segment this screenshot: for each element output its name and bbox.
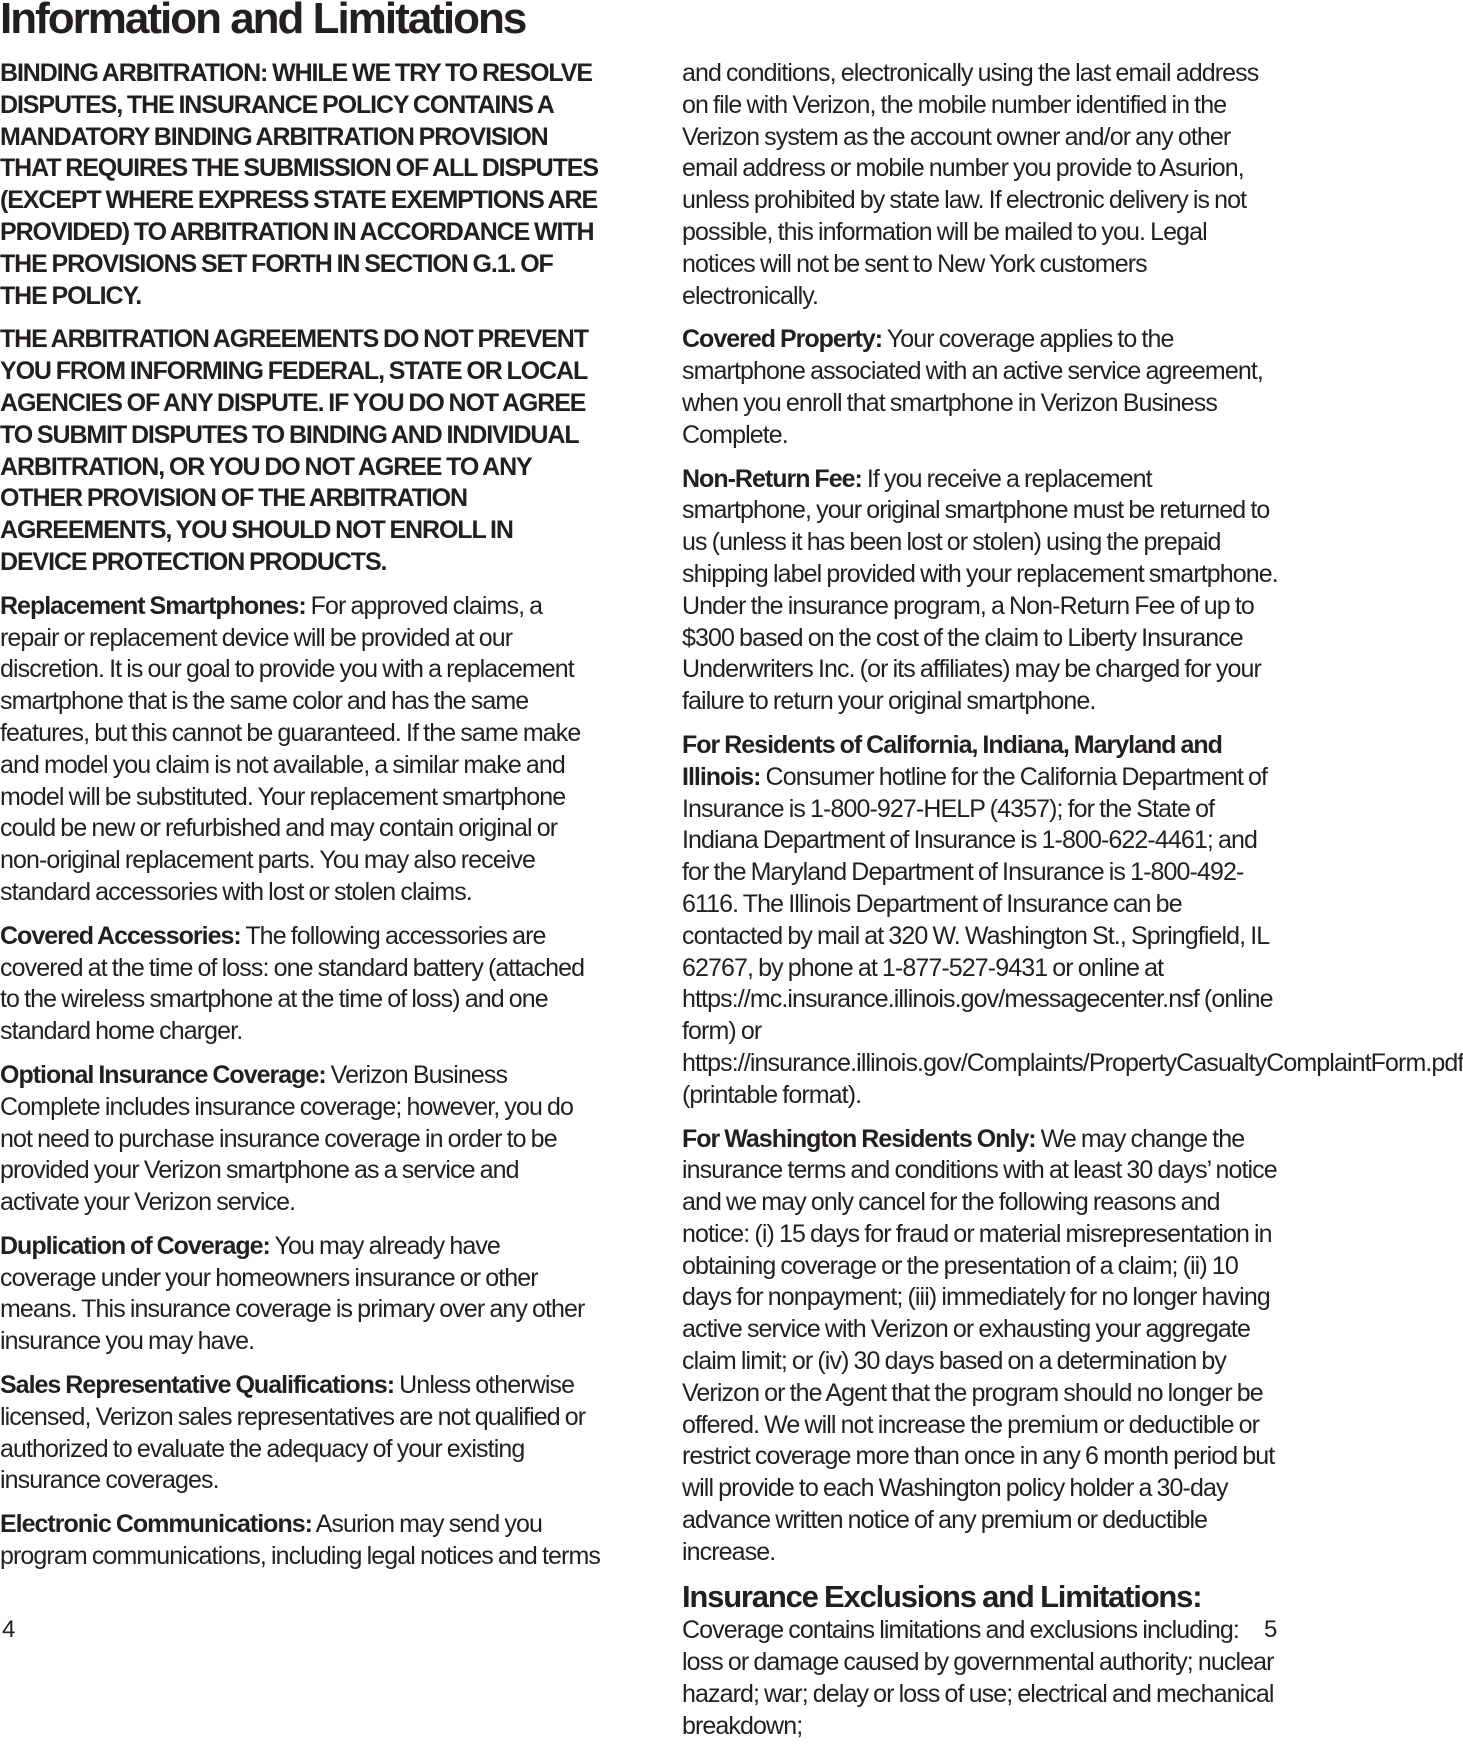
replacement-smartphones-heading: Replacement Smartphones: [0,591,306,620]
optional-insurance-text: Verizon Business Complete includes insurance coverage; however, you do not need to purchase insurance coverage in order to be provided your Verizon smartphone as a service and activate your Verizon service. [0,1060,574,1217]
optional-insurance-paragraph [0,1060,600,1219]
non-return-fee-heading: Non-Return Fee: [682,464,862,493]
replacement-smartphones-text: For approved claims, a repair or replacement device will be provided at our discretion. It is our goal to provide you with a replacement smartphone that is the same color and has the same features, but this cannot be guaranteed. If the same make and model you claim is not available, a similar make and model will be substituted. Your replacement smartphone could be new or refurbished and may contain original or non-original replacement parts. You may also receive standard accessories with lost or stolen claims. [0,591,581,906]
washington-residents-paragraph [682,1124,1282,1569]
right-column [682,58,1463,1755]
covered-accessories-heading: Covered Accessories: [0,921,241,950]
insurance-exclusions-paragraph [682,1578,1282,1743]
covered-property-paragraph [682,324,1282,451]
binding-arbitration-paragraph: BINDING ARBITRATION: WHILE WE TRY TO RESOLVE DISPUTES, THE INSURANCE POLICY CONTAINS A MANDATORY BINDING ARBITRATION PROVISION THAT REQUIRES THE SUBMISSION OF ALL DISPUTES (EXCEPT WHERE EXPRESS STATE EXEMPTIONS ARE PROVIDED) TO ARBITRATION IN ACCORDANCE WITH THE PROVISIONS SET FORTH IN SECTION G.1. OF THE POLICY. [0,59,598,310]
duplication-of-coverage-heading: Duplication of Coverage: [0,1231,270,1260]
covered-accessories-paragraph [0,921,600,1048]
optional-insurance-heading: Optional Insurance Coverage: [0,1060,326,1089]
electronic-communications-continued: and conditions, electronically using the last email address on file with Verizon, the mobile number identified in the Verizon system as the account owner and/or any other email address or mobile number you provide to Asurion, unless prohibited by state law. If electronic delivery is not possible, this information will be mailed to you. Legal notices will not be sent to New York customers electronically. [682,59,1259,310]
state-residents-text: Consumer hotline for the California Department of Insurance is 1-800-927-HELP (4357); for the State of Indiana Department of Insurance is 1-800-622-4461; and for the Maryland Department of Insurance is 1-800-492-6116. The Illinois Department of Insurance can be contacted by mail at 320 W. Washington St., Springfield, IL 62767, by phone at 1-877-527-9431 or online at https://mc.insurance.illinois.gov/messagecenter.nsf (online form) or https://insurance.illinois.gov/Complaints/PropertyCasualtyComplaintForm.pdf (printable format). [682,762,1463,1109]
page-title: Information and Limitations [0,0,526,43]
covered-property-text: Your coverage applies to the smartphone associated with an active service agreement, when you enroll that smartphone in Verizon Business Complete. [682,325,1263,449]
page-number-right: 5 [1264,1616,1278,1643]
insurance-exclusions-text: Coverage contains limitations and exclusions including: loss or damage caused by governmental authority; nuclear hazard; war; delay or loss of use; electrical and mechanical breakdown; [682,1616,1274,1740]
non-return-fee-text: If you receive a replacement smartphone, your original smartphone must be returned to us (unless it has been lost or stolen) using the prepaid shipping label provided with your replacement smartphone. Under the insurance program, a Non-Return Fee of up to $300 based on the cost of the claim to Liberty Insurance Underwriters Inc. (or its affiliates) may be charged for your failure to return your original smartphone. [682,464,1278,716]
washington-residents-heading: For Washington Residents Only: [682,1124,1036,1153]
replacement-smartphones-paragraph [0,591,600,909]
duplication-of-coverage-text: You may already have coverage under your homeowners insurance or other means. This insurance coverage is primary over any other insurance you may have. [0,1231,585,1356]
insurance-exclusions-heading: Insurance Exclusions and Limitations: [682,1578,1202,1614]
left-column [0,58,600,1585]
state-residents-paragraph [682,730,1463,1112]
covered-accessories-text: The following accessories are covered at the time of loss: one standard battery (attached to the wireless smartphone at the time of loss) and one standard home charger. [0,921,585,1046]
sales-representative-heading: Sales Representative Qualifications: [0,1371,395,1400]
electronic-communications-heading: Electronic Communications: [0,1510,312,1539]
sales-representative-text: Unless otherwise licensed, Verizon sales representatives are not qualified or authorized to evaluate the adequacy of your existing insurance coverages. [0,1371,586,1495]
washington-residents-text: We may change the insurance terms and conditions with at least 30 days’ notice and we may only cancel for the following reasons and notice: (i) 15 days for fraud or material misrepresentation in obtaining coverage or the presentation of a claim; (ii) 10 days for nonpayment; (iii) immediately for no longer having active service with Verizon or exhausting your aggregate claim limit; or (iv) 30 days based on a determination by Verizon or the Agent that the program should no longer be offered. We will not increase the premium or deductible or restrict coverage more than once in any 6 month period but will provide to each Washington policy holder a 30-day advance written notice of any premium or deductible increase. [682,1124,1277,1566]
electronic-communications-paragraph [0,1509,600,1573]
sales-representative-paragraph [0,1370,600,1497]
non-return-fee-paragraph [682,464,1282,718]
electronic-communications-text: Asurion may send you program communications, including legal notices and terms [0,1510,600,1571]
covered-property-heading: Covered Property: [682,325,883,354]
duplication-of-coverage-paragraph [0,1231,600,1358]
state-residents-heading: For Residents of California, Indiana, Maryland and Illinois: [682,730,1222,791]
page-number-left: 4 [2,1616,16,1643]
arbitration-agreements-paragraph: THE ARBITRATION AGREEMENTS DO NOT PREVENT YOU FROM INFORMING FEDERAL, STATE OR LOCAL AGENCIES OF ANY DISPUTE. IF YOU DO NOT AGREE TO SUBMIT DISPUTES TO BINDING AND INDIVIDUAL ARBITRATION, OR YOU DO NOT AGREE TO ANY OTHER PROVISION OF THE ARBITRATION AGREEMENTS, YOU SHOULD NOT ENROLL IN DEVICE PROTECTION PRODUCTS. [0,325,588,576]
